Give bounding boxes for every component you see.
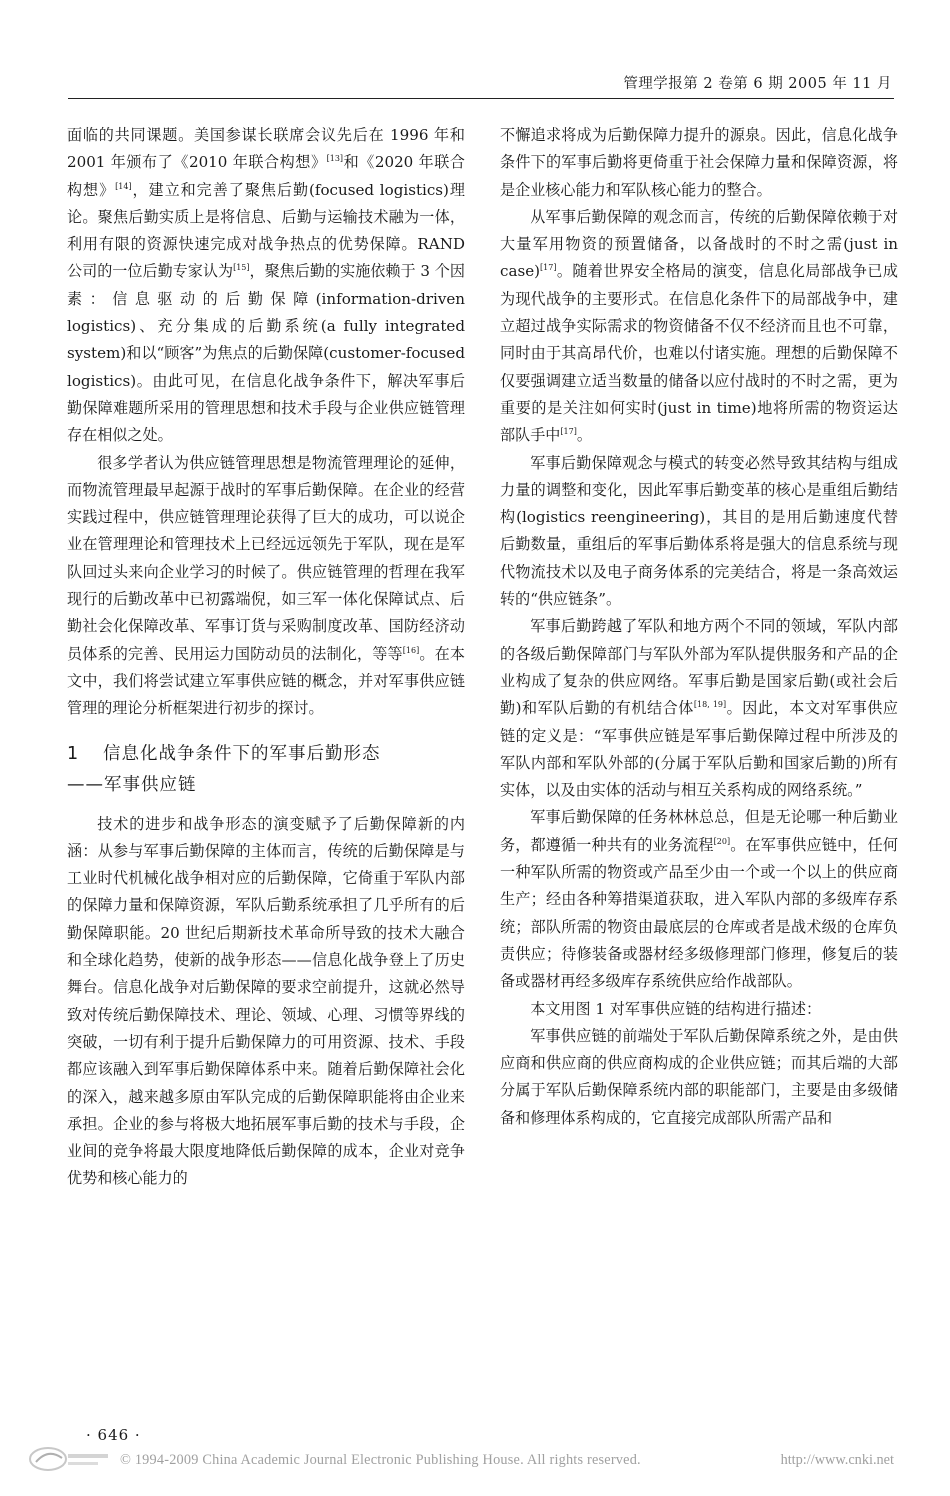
left-column	[67, 122, 465, 1193]
section-title-line2: ——军事供应链	[67, 774, 197, 795]
section-number: 1	[67, 743, 80, 764]
citation-mark: [20]	[713, 836, 731, 846]
footer-url: http://www.cnki.net	[780, 1452, 894, 1468]
footer-copyright: © 1994-2009 China Academic Journal Electronic Publishing House. All rights reserved.	[120, 1452, 641, 1468]
citation-mark: [15]	[233, 263, 250, 273]
running-header: 管理学报第 2 卷第 6 期 2005 年 11 月	[623, 76, 892, 92]
right-column	[500, 122, 898, 1132]
citation-mark: [16]	[402, 645, 420, 655]
paragraph: 从军事后勤保障的观念而言，传统的后勤保障依赖于对大量军用物资的预置储备，以备战时的不时之需(just in case)[17]。随着世界安全格局的演变，信息化局部战争已成为现代战争的主要形式。在信息化条件下的局部战争中，建立超过战争实际需求的物资储备不仅不经济而且也不可靠，同时由于其高昂代价，也难以付诸实施。理想的后勤保障不仅要强调建立适当数量的储备以应付战时的不时之需，更为重要的是关注如何实时(just in time)地将所需的物资运达部队手中[17]。	[500, 207, 898, 445]
paragraph: 不懈追求将成为后勤保障力提升的源泉。因此，信息化战争条件下的军事后勤将更倚重于社会保障力量和保障资源，将是企业核心能力和军队核心能力的整合。	[500, 126, 898, 199]
section-heading	[67, 739, 465, 801]
citation-mark: [18, 19]	[693, 700, 727, 710]
citation-mark: [13]	[326, 154, 344, 164]
paragraph: 很多学者认为供应链管理思想是物流管理理论的延伸，而物流管理最早起源于战时的军事后勤保障。在企业的经营实践过程中，供应链管理理论获得了巨大的成功，可以说企业在管理理论和管理技术上已经远远领先于军队，现在是军队回过头来向企业学习的时候了。供应链管理的哲理在我军现行的后勤改革中已初露端倪，如三军一体化保障试点、后勤社会化保障改革、军事订货与采购制度改革、国防经济动员体系的完善、民用运力国防动员的法制化，等等[16]。在本文中，我们将尝试建立军事供应链的概念，并对军事供应链管理的理论分析框架进行初步的探讨。	[67, 453, 465, 718]
citation-mark: [17]	[540, 263, 557, 273]
paragraph: 军事后勤保障观念与模式的转变必然导致其结构与组成力量的调整和变化，因此军事后勤变革的核心是重组后勤结构(logistics reengineering)，其目的是用后勤速度代替后勤数量，重组后的军事后勤体系将是强大的信息系统与现代物流技术以及电子商务体系的完美结合，将是一条高效运转的“供应链条”。	[500, 453, 898, 609]
paragraph: 军事后勤保障的任务林林总总，但是无论哪一种后勤业务，都遵循一种共有的业务流程[20]。在军事供应链中，任何一种军队所需的物资或产品至少由一个或一个以上的供应商生产；经由各种筹措渠道获取，进入军队内部的多级库存系统；部队所需的物资由最底层的仓库或者是战术级的仓库负责供应；待修装备或器材经多级修理部门修理，修复后的装备或器材再经多级库存系统供应给作战部队。	[500, 808, 898, 991]
section-title-line1: 信息化战争条件下的军事后勤形态	[103, 743, 381, 764]
paragraph: 技术的进步和战争形态的演变赋予了后勤保障新的内涵：从参与军事后勤保障的主体而言，传统的后勤保障是与工业时代机械化战争相对应的后勤保障，它倚重于军队内部的保障力量和保障资源，军队后勤系统承担了几乎所有的后勤保障职能。20 世纪后期新技术革命所导致的技术大融合和全球化趋势，使新的战争形态——信息化战争登上了历史舞台。信息化战争对后勤保障的要求空前提升，这就必然导致对传统后勤保障技术、理论、领域、心理、习惯等界线的突破，一切有利于提升后勤保障力的可用资源、技术、手段都应该融入到军事后勤保障体系中来。随着后勤保障社会化的深入，越来越多原由军队完成的后勤保障职能将由企业来承担。企业的参与将极大地拓展军事后勤的技术与手段，企业间的竞争将最大限度地降低后勤保障的成本，企业对竞争优势和核心能力的	[67, 814, 465, 1188]
paragraph: 面临的共同课题。美国参谋长联席会议先后在 1996 年和 2001 年颁布了《2010 年联合构想》[13]和《2020 年联合构想》[14]，建立和完善了聚焦后勤(focused logistics)理论。聚焦后勤实质上是将信息、后勤与运输技术融为一体，利用有限的资源快速完成对战争热点的优势保障。RAND 公司的一位后勤专家认为[15]，聚焦后勤的实施依赖于 3 个因素：信息驱动的后勤保障(information-driven logistics)、充分集成的后勤系统(a fully integrated system)和以“顾客”为焦点的后勤保障(customer-focused logistics)。由此可见，在信息化战争条件下，解决军事后勤保障难题所采用的管理思想和技术手段与企业供应链管理存在相似之处。	[67, 126, 466, 445]
header-rule	[68, 98, 894, 99]
citation-mark: [17]	[560, 427, 577, 437]
paragraph: 本文用图 1 对军事供应链的结构进行描述：	[530, 999, 822, 1018]
paragraph: 军事供应链的前端处于军队后勤保障系统之外，是由供应商和供应商的供应商构成的企业供应链；而其后端的大部分属于军队后勤保障系统内部的职能部门，主要是由多级储备和修理体系构成的，它直接完成部队所需产品和	[500, 1026, 898, 1127]
citation-mark: [14]	[115, 181, 132, 191]
paragraph: 军事后勤跨越了军队和地方两个不同的领域，军队内部的各级后勤保障部门与军队外部为军队提供服务和产品的企业构成了复杂的供应网络。军事后勤是国家后勤(或社会后勤)和军队后勤的有机结合体[18, 19]。因此，本文对军事供应链的定义是：“军事供应链是军事后勤保障过程中所涉及的军队内部和军队外部的(分属于军队后勤和国家后勤的)所有实体，以及由实体的活动与相互关系构成的网络系统。”	[500, 617, 898, 800]
page-number: · 646 ·	[86, 1426, 141, 1444]
cnki-logo-icon	[26, 1444, 112, 1474]
